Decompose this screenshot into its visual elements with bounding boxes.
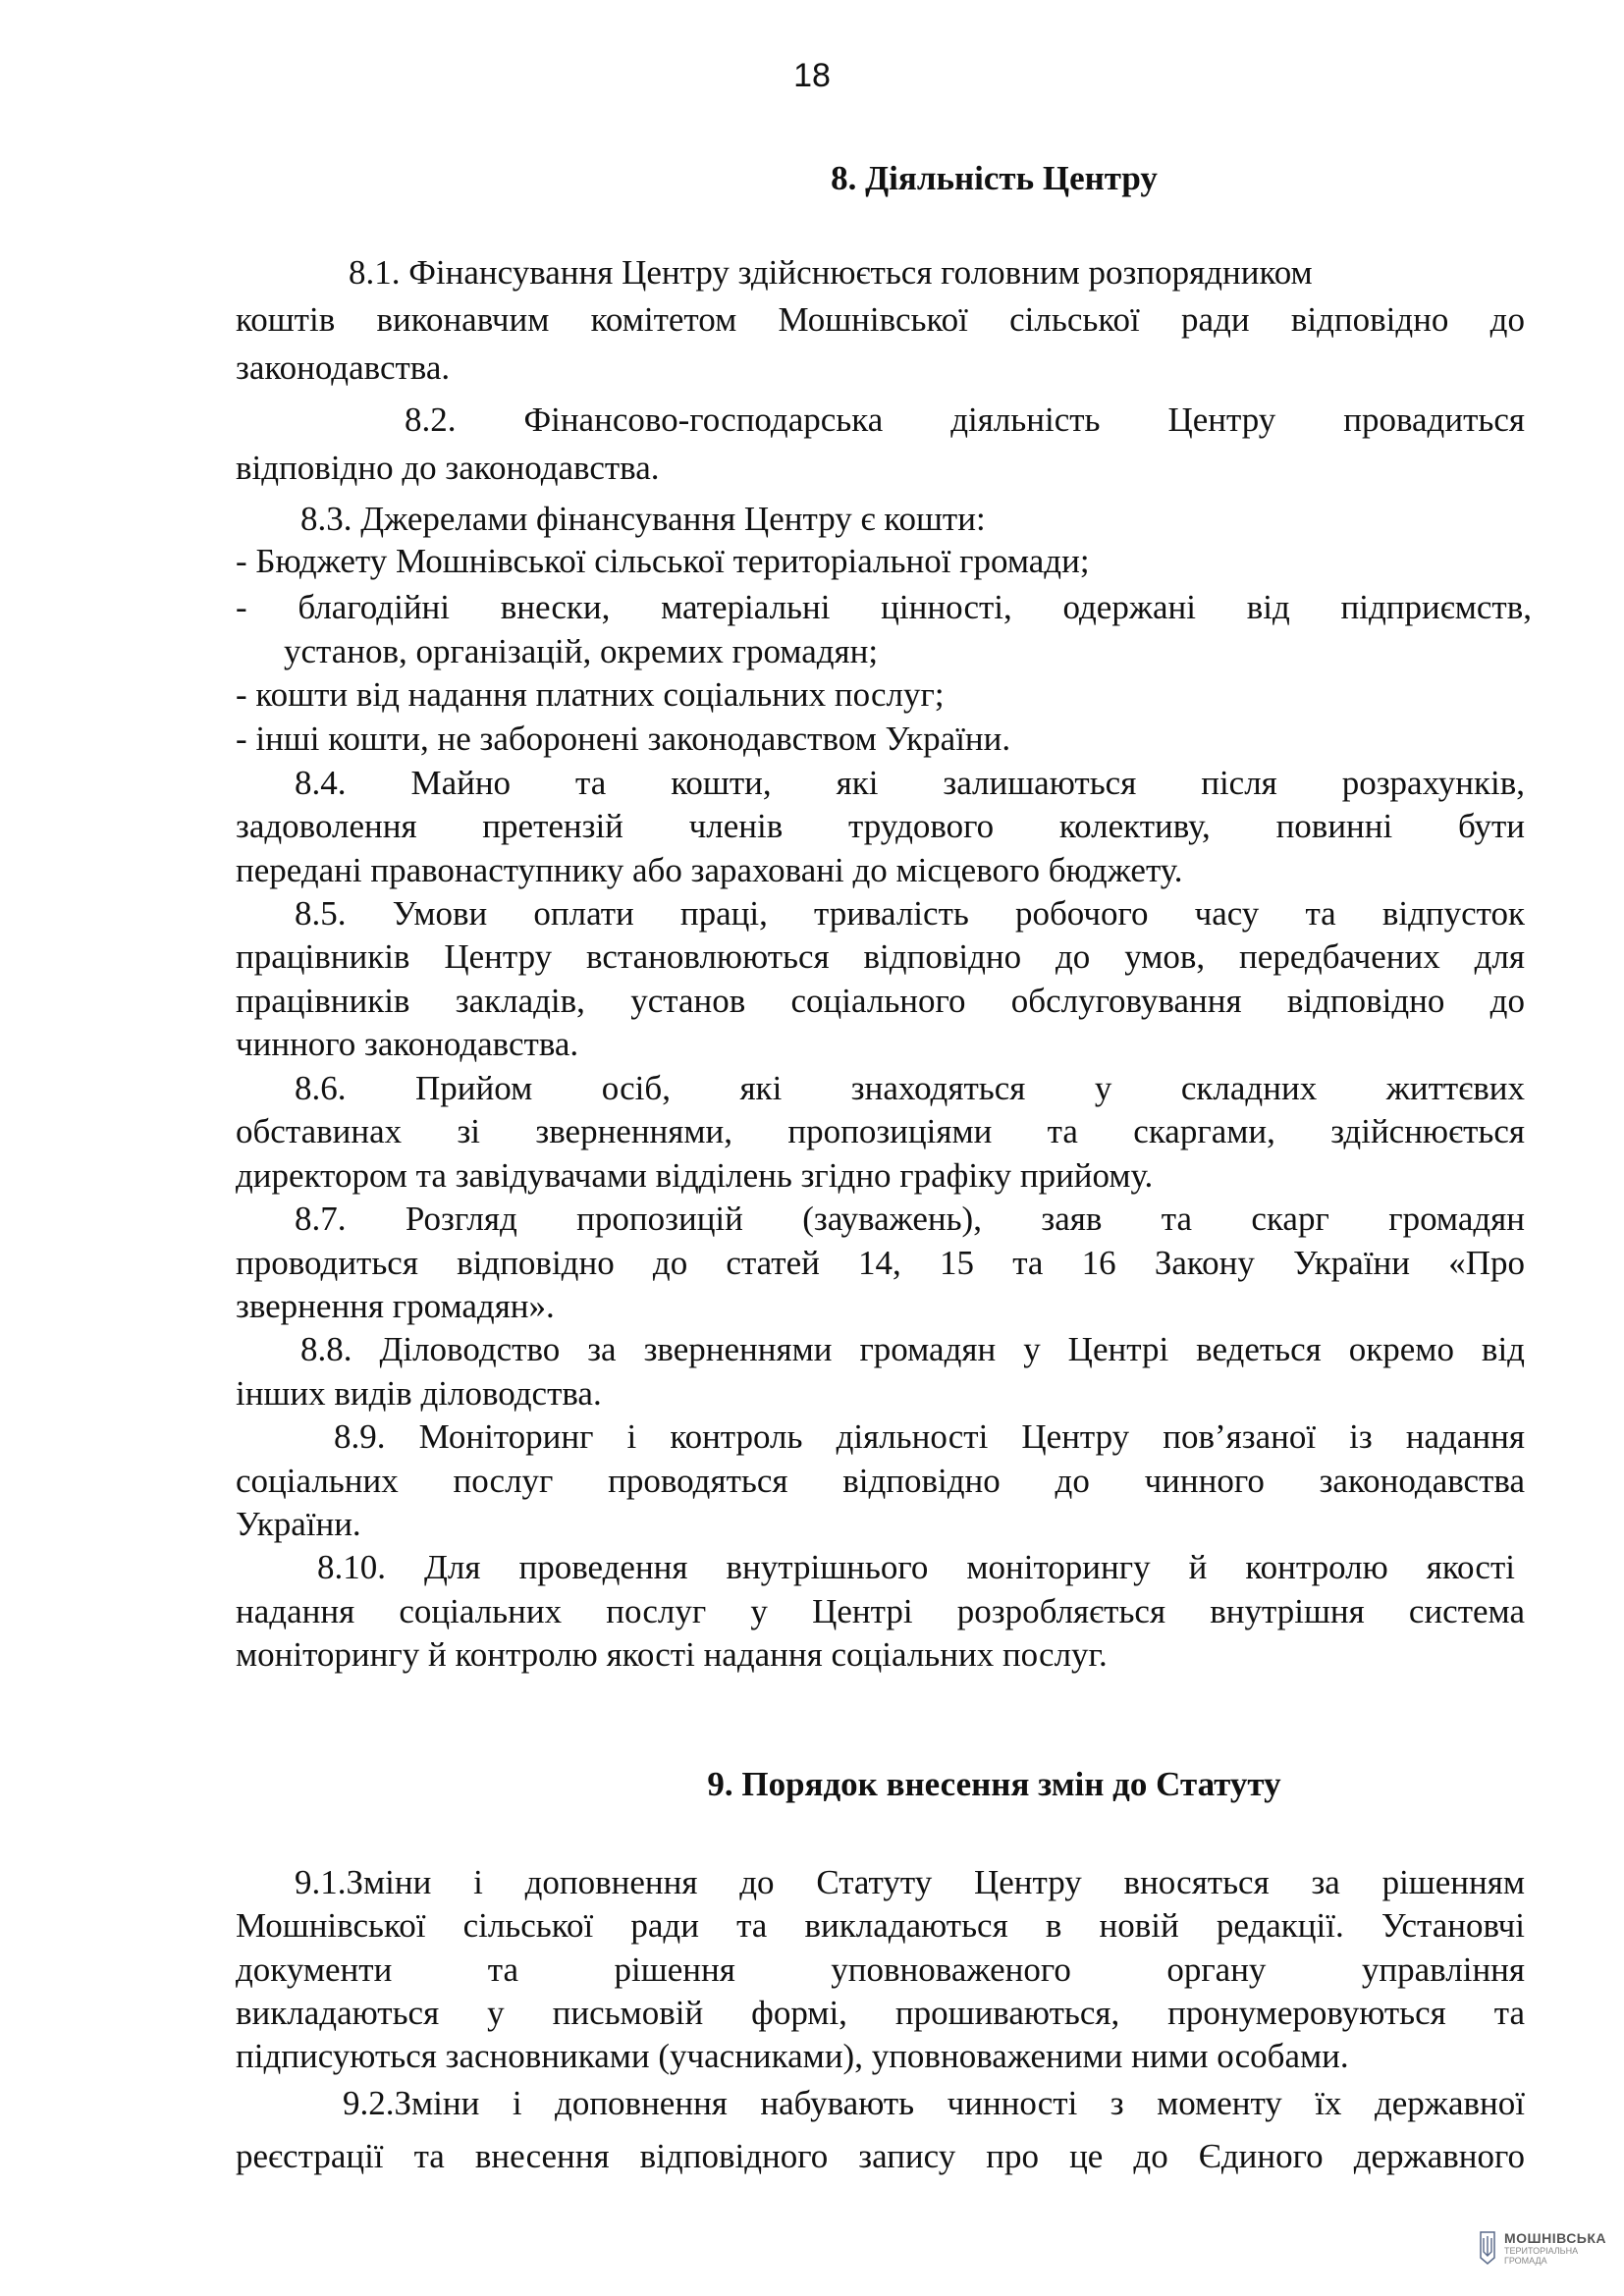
logo-title: МОШНІВСЬКА xyxy=(1504,2230,1607,2246)
text-line: директором та завідувачами відділень згідно графіку прийому. xyxy=(236,1156,1154,1195)
text-line: реєстрації та внесення відповідного запису про це до Єдиного державного xyxy=(236,2137,1525,2175)
text-line: надання соціальних послуг у Центрі розробляється внутрішня система xyxy=(236,1592,1525,1630)
text-line: 8.6. Прийом осіб, які знаходяться у складних життєвих xyxy=(295,1069,1525,1107)
text-line: - інші кошти, не заборонені законодавством України. xyxy=(236,720,1011,758)
text-line: законодавства. xyxy=(236,348,451,387)
page-number: 18 xyxy=(793,57,831,94)
text-line: інших видів діловодства. xyxy=(236,1374,602,1413)
text-line: працівників Центру встановлюються відповідно до умов, передбачених для xyxy=(236,937,1525,976)
text-line: - благодійні внески, матеріальні цінності, одержані від підприємств, xyxy=(236,588,1532,626)
text-line: викладаються у письмовій формі, прошиваються, пронумеровуються та xyxy=(236,1994,1525,2032)
section-9-title: 9. Порядок внесення змін до Статуту xyxy=(707,1765,1281,1803)
text-line: чинного законодавства. xyxy=(236,1025,579,1063)
text-line: 9.1.Зміни і доповнення до Статуту Центру вносяться за рішенням xyxy=(295,1863,1525,1901)
text-line: 8.4. Майно та кошти, які залишаються після розрахунків, xyxy=(295,764,1525,802)
logo-subtitle-line: ГРОМАДА xyxy=(1504,2256,1547,2266)
text-line: 8.10. Для проведення внутрішнього моніторингу й контролю якості xyxy=(317,1548,1515,1586)
text-line: 8.3. Джерелами фінансування Центру є кошти: xyxy=(300,500,986,538)
text-line: - кошти від надання платних соціальних послуг; xyxy=(236,675,945,714)
section-8-title: 8. Діяльність Центру xyxy=(831,159,1158,197)
trident-emblem-icon xyxy=(1479,2230,1496,2266)
text-line: коштів виконавчим комітетом Мошнівської сільської ради відповідно до xyxy=(236,300,1525,339)
text-line: 9.2.Зміни і доповнення набувають чинності з моменту їх державної xyxy=(343,2084,1525,2122)
text-line: відповідно до законодавства. xyxy=(236,449,660,487)
text-line: проводиться відповідно до статей 14, 15 та 16 Закону України «Про xyxy=(236,1244,1525,1282)
text-line: 8.9. Моніторинг і контроль діяльності Центру пов’язаної із надання xyxy=(334,1417,1525,1456)
logo-subtitle-line: ТЕРИТОРІАЛЬНА xyxy=(1504,2246,1579,2256)
text-line: 8.2. Фінансово-господарська діяльність Центру провадиться xyxy=(405,400,1525,439)
text-line: моніторингу й контролю якості надання соціальних послуг. xyxy=(236,1635,1108,1674)
text-line: 8.1. Фінансування Центру здійснюється головним розпорядником xyxy=(349,253,1313,292)
text-line: обставинах зі зверненнями, пропозиціями та скаргами, здійснюється xyxy=(236,1112,1525,1150)
community-logo xyxy=(1479,2226,1616,2273)
text-line: підписуються засновниками (учасниками), уповноваженими ними особами. xyxy=(236,2037,1349,2075)
logo-subtitle xyxy=(1504,2246,1578,2266)
text-line: документи та рішення уповноваженого органу управління xyxy=(236,1950,1525,1989)
text-line: 8.5. Умови оплати праці, тривалість робочого часу та відпусток xyxy=(295,894,1525,933)
text-line: звернення громадян». xyxy=(236,1287,555,1325)
text-line: соціальних послуг проводяться відповідно до чинного законодавства xyxy=(236,1462,1525,1500)
text-line: 8.8. Діловодство за зверненнями громадян у Центрі ведеться окремо від xyxy=(300,1330,1525,1368)
text-line: установ, організацій, окремих громадян; xyxy=(284,632,879,670)
text-line: задоволення претензій членів трудового колективу, повинні бути xyxy=(236,807,1525,845)
text-line: працівників закладів, установ соціального обслуговування відповідно до xyxy=(236,982,1525,1020)
text-line: передані правонаступнику або зараховані до місцевого бюджету. xyxy=(236,851,1183,889)
text-line: Мошнівської сільської ради та викладаються в новій редакції. Установчі xyxy=(236,1906,1525,1945)
text-line: України. xyxy=(236,1505,361,1543)
text-line: - Бюджету Мошнівської сільської територіальної громади; xyxy=(236,542,1090,580)
text-line: 8.7. Розгляд пропозицій (зауважень), заяв та скарг громадян xyxy=(295,1200,1525,1238)
